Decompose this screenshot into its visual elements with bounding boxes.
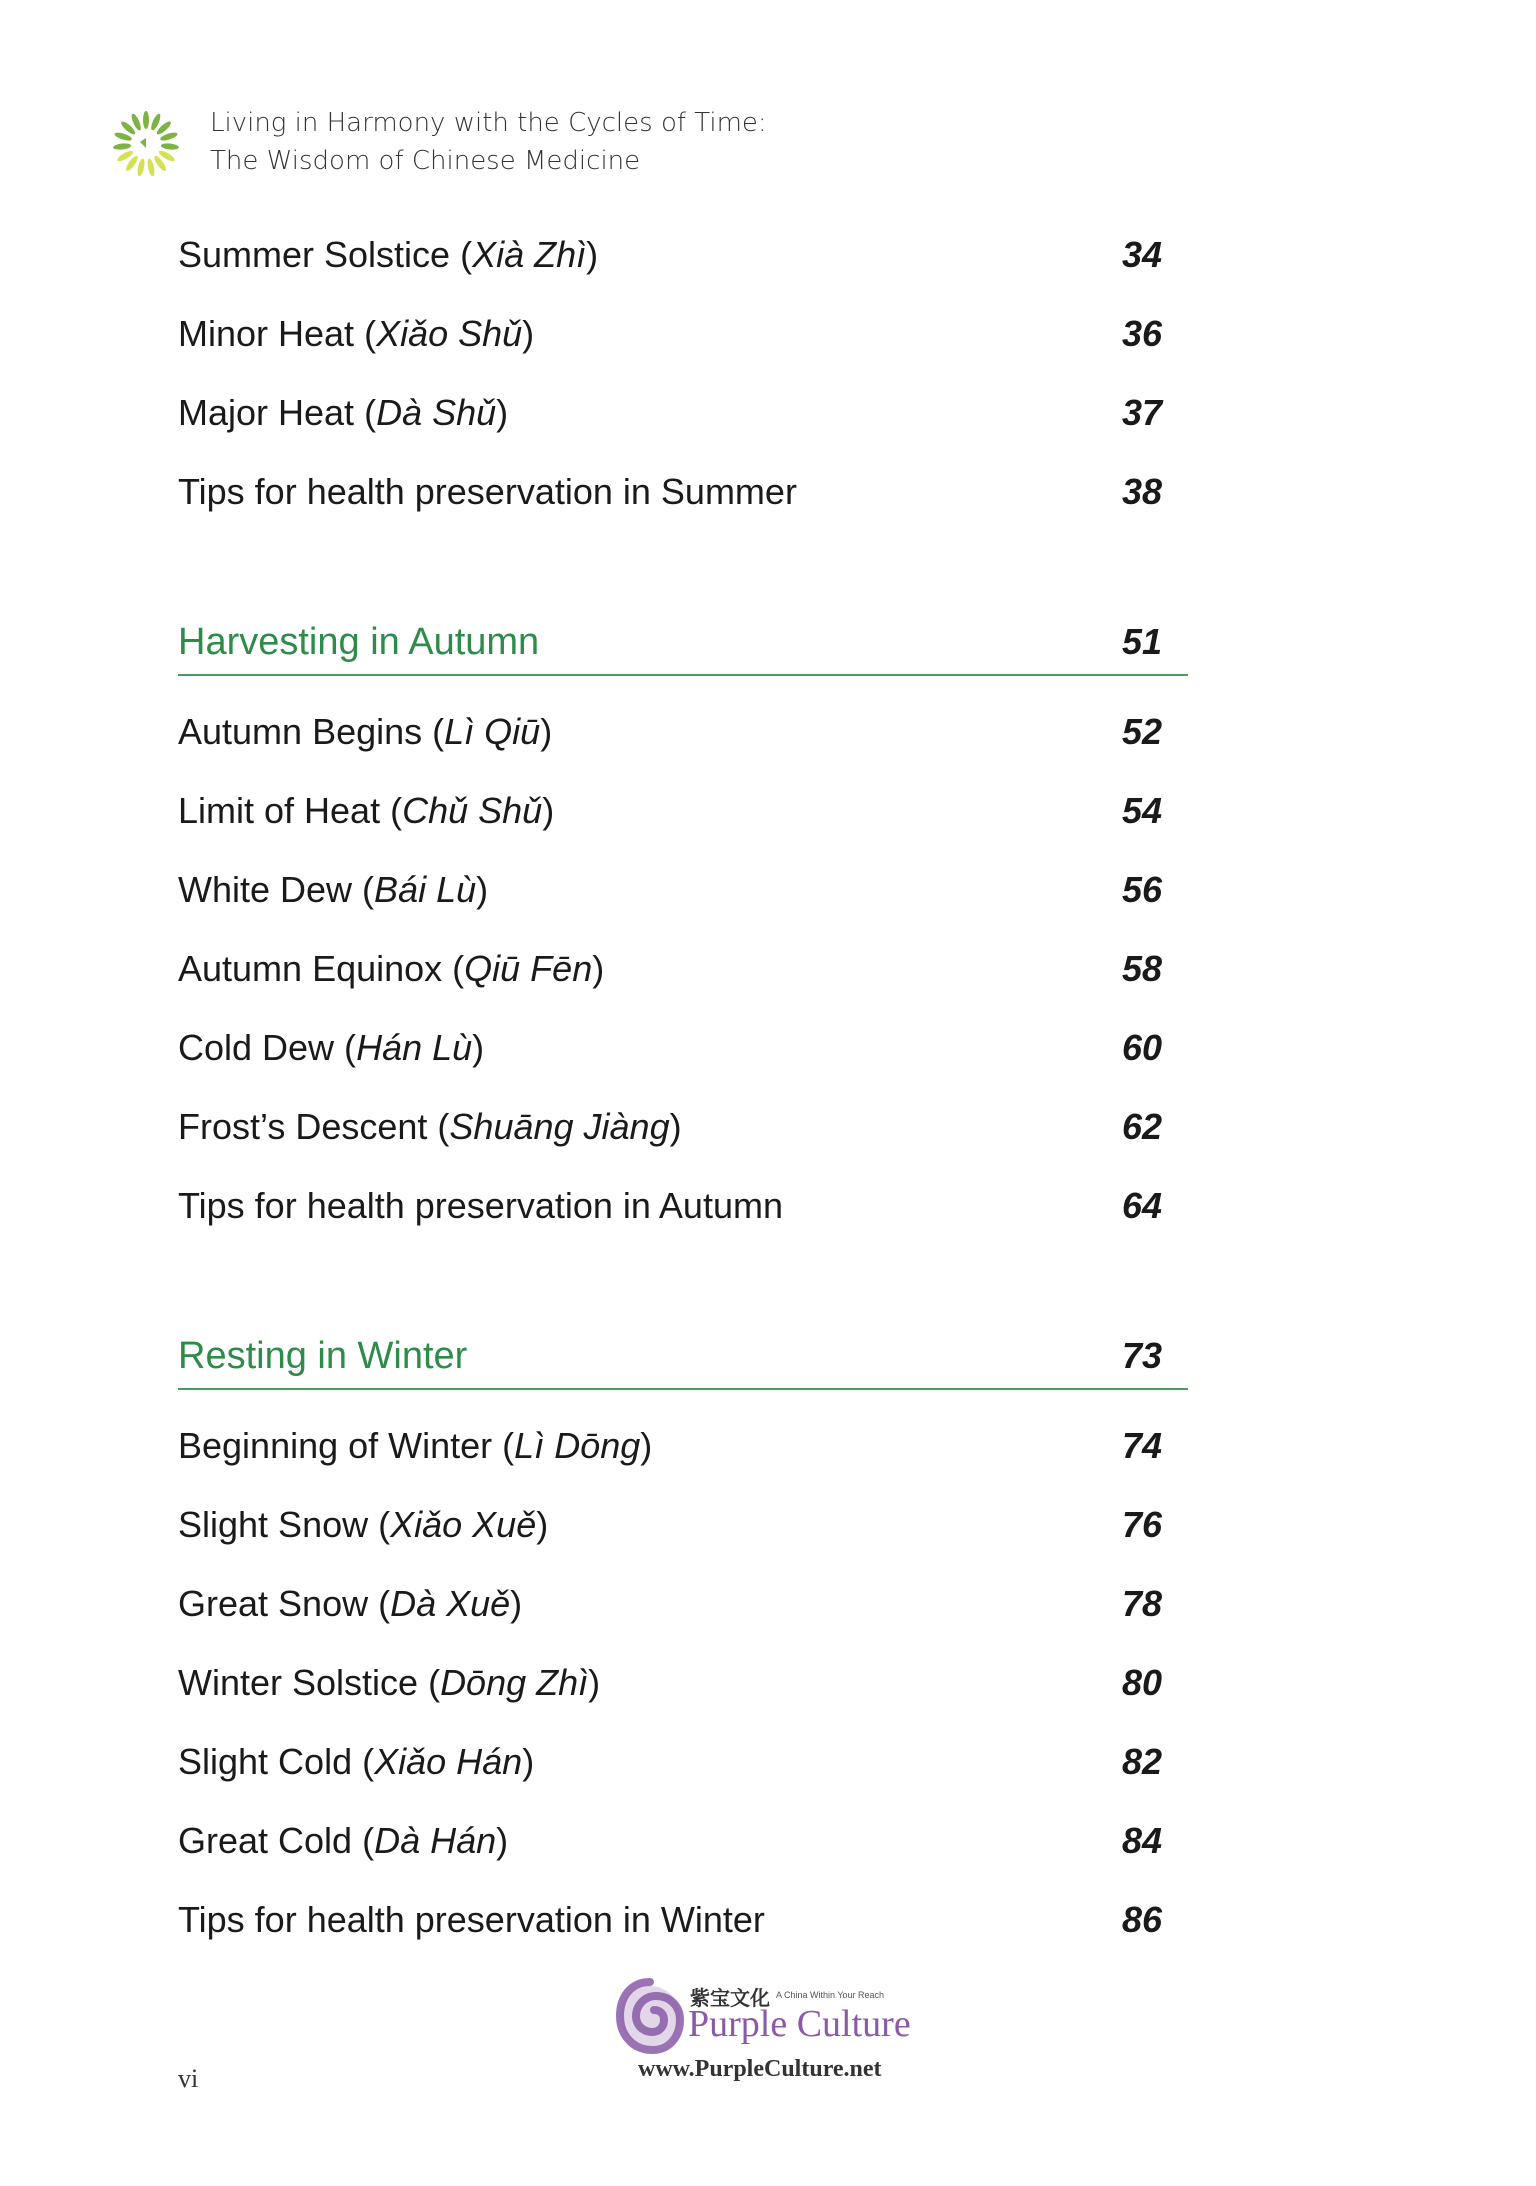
watermark-chinese-name: 紫宝文化 [690,1986,770,2010]
entry-page-number: 64 [1121,1185,1162,1226]
entry-pinyin: Dà Hán [374,1820,497,1861]
entry-pinyin: Xià Zhì [472,234,587,275]
entry-page-number: 62 [1121,1106,1162,1147]
toc-entry[interactable]: Autumn Begins (Lì Qiū) 52 [178,705,1188,759]
entry-page-number: 74 [1121,1425,1162,1466]
entry-pinyin: Shuāng Jiàng [449,1106,670,1147]
watermark-url: www.PurpleCulture.net [638,2056,882,2082]
toc-entry[interactable] [178,1893,1188,1947]
entry-pinyin: Hán Lù [356,1027,473,1068]
section-page-number: 73 [1121,1335,1162,1376]
entry-label: Winter Solstice ( [178,1662,441,1703]
entry-label: Slight Snow ( [178,1504,391,1545]
book-title-line-1: Living in Harmony with the Cycles of Time: [210,108,767,138]
section-page-number: 51 [1121,621,1162,662]
entry-label: Tips for health preservation in Summer [178,471,797,512]
toc-entry[interactable]: Slight Cold (Xiǎo Hán) 82 [178,1735,1188,1789]
toc-entry[interactable]: White Dew (Bái Lù) 56 [178,863,1188,917]
toc-entry[interactable]: Major Heat (Dà Shǔ) 37 [178,386,1188,440]
entry-page-number: 37 [1121,392,1162,433]
entry-label: Great Cold ( [178,1820,375,1861]
entry-page-number: 84 [1121,1820,1162,1861]
purple-culture-watermark [616,1976,936,2096]
toc-entry[interactable]: Beginning of Winter (Lì Dōng) 74 [178,1419,1188,1473]
toc-entry[interactable] [178,1179,1188,1233]
toc-entry[interactable] [178,465,1188,519]
entry-page-number: 80 [1121,1662,1162,1703]
entry-label: Great Snow ( [178,1583,391,1624]
toc-entry[interactable]: Frost’s Descent (Shuāng Jiàng) 62 [178,1100,1188,1154]
entry-label: White Dew ( [178,869,375,910]
entry-pinyin: Bái Lù [374,869,477,910]
page-number: vi [178,2064,199,2093]
entry-page-number: 82 [1121,1741,1162,1782]
entry-label: Limit of Heat ( [178,790,403,831]
section-title: Harvesting in Autumn [178,621,540,663]
entry-label: Tips for health preservation in Winter [178,1899,765,1940]
section-title: Resting in Winter [178,1335,468,1377]
toc-entry[interactable]: Great Snow (Dà Xuě) 78 [178,1577,1188,1631]
entry-pinyin: Xiǎo Hán [374,1741,523,1782]
purple-swirl-logo-icon [616,1976,684,2056]
toc-entry[interactable]: Great Cold (Dà Hán) 84 [178,1814,1188,1868]
entry-pinyin: Xiǎo Shǔ [376,313,523,354]
entry-page-number: 58 [1121,948,1162,989]
entry-page-number: 60 [1121,1027,1162,1068]
entry-label: Autumn Begins ( [178,711,445,752]
toc-entry[interactable]: Slight Snow (Xiǎo Xuě) 76 [178,1498,1188,1552]
sunflower-logo-icon [110,108,182,180]
toc-entry[interactable]: Limit of Heat (Chǔ Shǔ) 54 [178,784,1188,838]
entry-label: Summer Solstice ( [178,234,473,275]
entry-page-number: 34 [1121,234,1162,275]
section-heading-autumn[interactable] [178,614,1188,676]
entry-page-number: 78 [1121,1583,1162,1624]
section-heading-winter[interactable] [178,1328,1188,1390]
entry-pinyin: Qiū Fēn [464,948,593,989]
toc-entry[interactable]: Autumn Equinox (Qiū Fēn) 58 [178,942,1188,996]
entry-label: Beginning of Winter ( [178,1425,515,1466]
entry-pinyin: Lì Dōng [514,1425,641,1466]
watermark-brand-name: Purple Culture [688,2003,911,2045]
entry-pinyin: Xiǎo Xuě [390,1504,537,1545]
toc-entry[interactable]: Summer Solstice (Xià Zhì) 34 [178,228,1188,282]
book-title-line-2: The Wisdom of Chinese Medicine [210,146,641,176]
entry-page-number: 76 [1121,1504,1162,1545]
entry-label: Frost’s Descent ( [178,1106,450,1147]
entry-pinyin: Chǔ Shǔ [402,790,543,831]
watermark-tagline: A China Within Your Reach [776,1990,885,2000]
entry-label: Cold Dew ( [178,1027,357,1068]
toc-entry[interactable]: Minor Heat (Xiǎo Shǔ) 36 [178,307,1188,361]
book-title [210,104,767,180]
entry-pinyin: Dà Shǔ [376,392,497,433]
entry-label: Major Heat ( [178,392,377,433]
entry-page-number: 54 [1121,790,1162,831]
entry-page-number: 52 [1121,711,1162,752]
entry-page-number: 56 [1121,869,1162,910]
entry-pinyin: Dōng Zhì [440,1662,589,1703]
entry-page-number: 38 [1121,471,1162,512]
entry-label: Minor Heat ( [178,313,377,354]
entry-label: Tips for health preservation in Autumn [178,1185,783,1226]
entry-page-number: 36 [1121,313,1162,354]
entry-pinyin: Dà Xuě [390,1583,511,1624]
running-header [110,104,810,184]
entry-label: Autumn Equinox ( [178,948,465,989]
toc-entry[interactable]: Winter Solstice (Dōng Zhì) 80 [178,1656,1188,1710]
entry-page-number: 86 [1121,1899,1162,1940]
toc-entry[interactable]: Cold Dew (Hán Lù) 60 [178,1021,1188,1075]
entry-pinyin: Lì Qiū [444,711,541,752]
entry-label: Slight Cold ( [178,1741,375,1782]
